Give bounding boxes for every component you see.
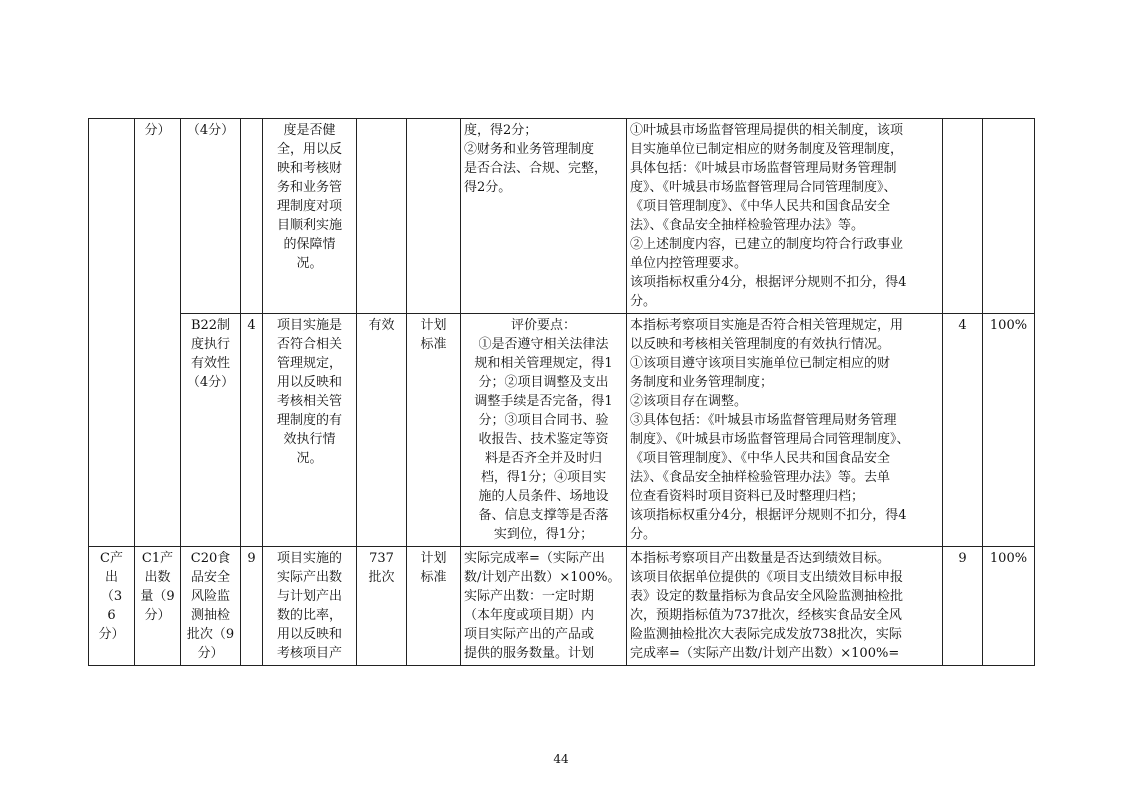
text-line: 本指标考察项目产出数量是否达到绩效目标。 — [630, 551, 891, 566]
text-line: 务和业务管 — [276, 180, 342, 195]
standard-cell — [407, 119, 461, 314]
rate-cell — [983, 119, 1035, 314]
text-line: 单位内控管理要求。 — [630, 256, 748, 271]
text-line: 评价要点： — [510, 318, 576, 333]
text-line: 表》设定的数量指标为食品安全风险监测抽检批 — [630, 589, 904, 604]
text-line: 批次 — [368, 570, 395, 585]
table-row — [89, 119, 1035, 314]
text-line: 是否合法、合规、完整， — [464, 161, 608, 176]
text-line: 备、信息支撑等是否落 — [478, 508, 609, 523]
level3-cell — [181, 314, 241, 547]
text-line: 目顺利实施 — [276, 218, 342, 233]
text-line: B22制 — [190, 318, 231, 333]
text-line: 实际产出数 — [276, 570, 342, 585]
text-line: 数/计划产出数）×100%。 — [464, 570, 621, 585]
text-line: 全，用以反 — [276, 142, 342, 157]
text-line: 度是否健 — [283, 123, 336, 138]
text-line: 计划 — [420, 551, 447, 566]
text-line: 分） — [144, 123, 171, 138]
text-line: 提供的服务数量。计划 — [464, 646, 595, 661]
text-line: 分；③项目合同书、验 — [478, 413, 609, 428]
text-line: 737 — [369, 551, 394, 566]
text-line: ①叶城县市场监督管理局提供的相关制度，该项 — [630, 123, 904, 138]
text-line: 测抽检 — [190, 608, 230, 623]
text-line: 务制度和业务管理制度； — [630, 375, 774, 390]
text-line: 数的比率， — [276, 608, 342, 623]
score-cell: 9 — [943, 547, 983, 666]
text-line: 目实施单位已制定相应的财务制度及管理制度， — [630, 142, 904, 157]
text-line: 料是否齐全并及时归 — [484, 451, 602, 466]
text-line: ②财务和业务管理制度 — [464, 142, 595, 157]
text-line: 该项目依据单位提供的《项目支出绩效目标申报 — [630, 570, 904, 585]
text-line: ③具体包括：《叶城县市场监督管理局财务管理 — [630, 413, 897, 428]
standard-cell — [407, 547, 461, 666]
text-line: 度，得2分； — [464, 123, 538, 138]
text-line: （4分） — [186, 123, 235, 138]
text-line: （本年度或项目期）内 — [464, 608, 595, 623]
text-line: 计划 — [420, 318, 447, 333]
text-line: 实际产出数：一定时期 — [464, 589, 595, 604]
text-line: 有效性 — [190, 356, 230, 371]
text-line: C20食 — [190, 551, 231, 566]
text-line: 理制度对项 — [276, 199, 342, 214]
text-line: 收报告、技术鉴定等资 — [478, 432, 609, 447]
weight-cell — [241, 119, 263, 314]
text-line: 量（9 — [140, 589, 175, 604]
text-line: 标准 — [420, 337, 447, 352]
text-line: 档，得1分；④项目实 — [480, 470, 607, 485]
target-cell — [357, 547, 407, 666]
standard-cell — [407, 314, 461, 547]
text-line: 与计划产出 — [276, 589, 342, 604]
weight-cell: 9 — [241, 547, 263, 666]
text-line: 况。 — [296, 256, 323, 271]
text-line: 次，预期指标值为737批次，经核实食品安全风 — [630, 608, 902, 623]
text-line: 项目实际产出的产品或 — [464, 627, 595, 642]
text-line: 分。 — [630, 527, 657, 542]
text-line: ①是否遵守相关法律法 — [478, 337, 609, 352]
analysis-cell — [627, 119, 943, 314]
explanation-cell — [263, 119, 357, 314]
text-line: 标准 — [420, 570, 447, 585]
level3-cell — [181, 119, 241, 314]
evaluation-table — [88, 118, 1035, 666]
text-line: C产 — [100, 551, 123, 566]
target-cell: 有效 — [357, 314, 407, 547]
criteria-cell — [461, 119, 627, 314]
text-line: 调整手续是否完备，得1 — [474, 394, 613, 409]
explanation-cell — [263, 547, 357, 666]
text-line: 制度》、《叶城县市场监督管理局合同管理制度》、 — [630, 432, 910, 447]
text-line: 6 — [107, 608, 116, 623]
text-line: 分） — [197, 646, 224, 661]
text-line: 实到位，得1分； — [493, 527, 594, 542]
text-line: 考核项目产 — [276, 646, 342, 661]
text-line: 考核相关管 — [276, 394, 342, 409]
text-line: 本指标考察项目实施是否符合相关管理规定，用 — [630, 318, 904, 333]
text-line: 风险监 — [190, 589, 230, 604]
text-line: 《项目管理制度》、《中华人民共和国食品安全 — [630, 199, 891, 214]
text-line: 项目实施的 — [276, 551, 342, 566]
text-line: ②该项目存在调整。 — [630, 394, 748, 409]
weight-cell: 4 — [241, 314, 263, 547]
text-line: 法》、《食品安全抽样检验管理办法》等。 — [630, 218, 865, 233]
text-line: 用以反映和 — [276, 375, 342, 390]
text-line: 分；②项目调整及支出 — [478, 375, 609, 390]
text-line: 位查看资料时项目资料已及时整理归档； — [630, 489, 865, 504]
text-line: C1产 — [141, 551, 174, 566]
text-line: 效执行情 — [283, 432, 336, 447]
level2-cell — [135, 547, 181, 666]
text-line: 出 — [104, 570, 118, 585]
text-line: 的保障情 — [283, 237, 336, 252]
text-line: 品安全 — [190, 570, 230, 585]
text-line: 得2分。 — [464, 180, 512, 195]
text-line: 分） — [98, 627, 125, 642]
text-line: 映和考核财 — [276, 161, 342, 176]
analysis-cell — [627, 314, 943, 547]
score-cell — [943, 119, 983, 314]
text-line: 理制度的有 — [276, 413, 342, 428]
text-line: 《项目管理制度》、《中华人民共和国食品安全 — [630, 451, 891, 466]
level1-cell — [89, 547, 135, 666]
page-number: 44 — [553, 752, 569, 766]
text-line: 项目实施是 — [276, 318, 342, 333]
text-line: 批次（9 — [186, 627, 235, 642]
text-line: 完成率=（实际产出数/计划产出数）×100%= — [630, 646, 900, 661]
criteria-cell — [461, 314, 627, 547]
text-line: ①该项目遵守该项目实施单位已制定相应的财 — [630, 356, 891, 371]
text-line: 法》、《食品安全抽样检验管理办法》等。去单 — [630, 470, 891, 485]
table-row — [89, 547, 1035, 666]
rate-cell: 100% — [983, 547, 1035, 666]
target-cell — [357, 119, 407, 314]
text-line: 规和相关管理规定，得1 — [474, 356, 613, 371]
text-line: 该项指标权重分4分，根据评分规则不扣分，得4 — [630, 275, 907, 290]
text-line: 险监测抽检批次大表际完成发放738批次，实际 — [630, 627, 902, 642]
explanation-cell — [263, 314, 357, 547]
text-line: 分。 — [630, 294, 657, 309]
criteria-cell — [461, 547, 627, 666]
level3-cell — [181, 547, 241, 666]
text-line: 管理规定， — [276, 356, 342, 371]
rate-cell: 100% — [983, 314, 1035, 547]
text-line: 具体包括：《叶城县市场监督管理局财务管理制 — [630, 161, 897, 176]
text-line: 实际完成率=（实际产出 — [464, 551, 605, 566]
text-line: 出数 — [144, 570, 171, 585]
text-line: 以反映和考核相关管理制度的有效执行情况。 — [630, 337, 891, 352]
level2-cell — [135, 119, 181, 547]
level1-cell — [89, 119, 135, 547]
text-line: （4分） — [186, 375, 235, 390]
text-line: 度执行 — [190, 337, 230, 352]
text-line: （3 — [100, 589, 123, 604]
text-line: 度》、《叶城县市场监督管理局合同管理制度》、 — [630, 180, 897, 195]
score-cell: 4 — [943, 314, 983, 547]
analysis-cell — [627, 547, 943, 666]
text-line: 用以反映和 — [276, 627, 342, 642]
text-line: 否符合相关 — [276, 337, 342, 352]
text-line: 施的人员条件、场地设 — [478, 489, 609, 504]
text-line: ②上述制度内容，已建立的制度均符合行政事业 — [630, 237, 904, 252]
table-row — [89, 314, 1035, 547]
text-line: 况。 — [296, 451, 323, 466]
text-line: 该项指标权重分4分，根据评分规则不扣分，得4 — [630, 508, 907, 523]
text-line: 分） — [144, 608, 171, 623]
